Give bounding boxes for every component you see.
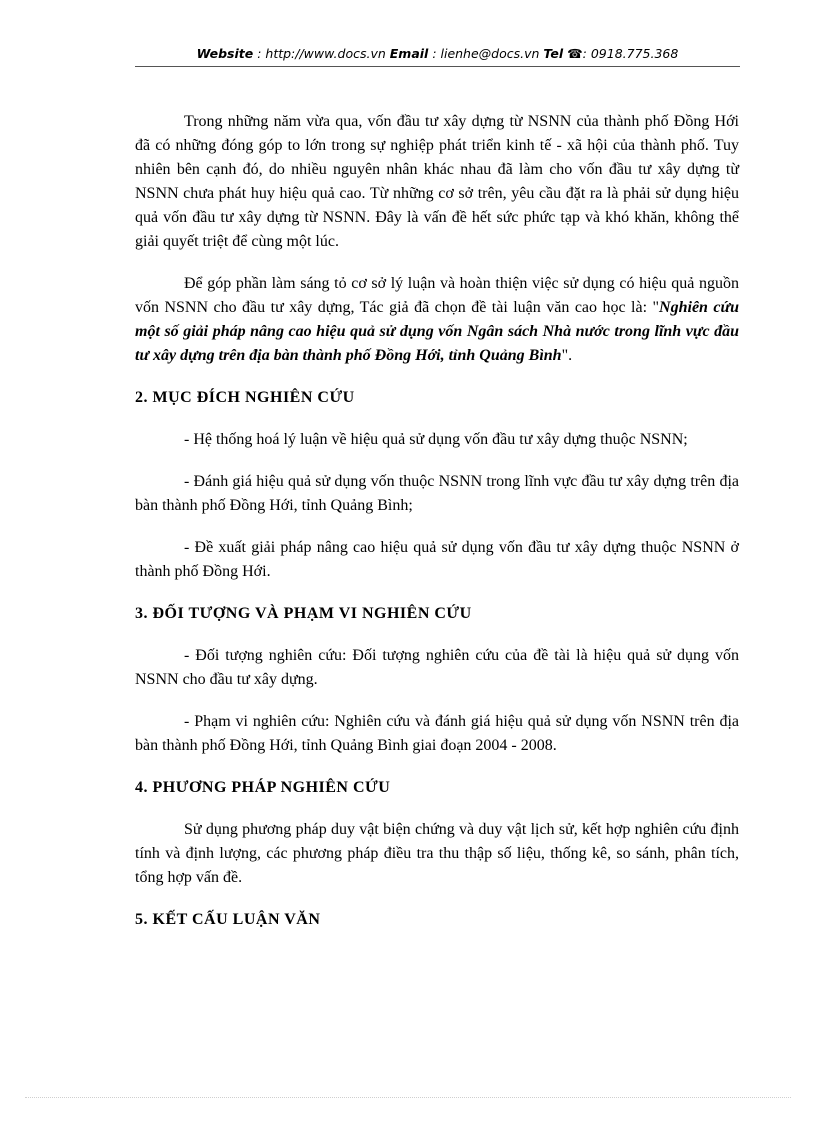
section-4-heading: 4. PHƯƠNG PHÁP NGHIÊN CỨU xyxy=(135,779,391,796)
footer-divider xyxy=(25,1097,791,1098)
document-body xyxy=(135,110,739,932)
header-divider xyxy=(135,66,740,67)
tel-label: Tel xyxy=(543,46,564,61)
section-3-item: - Phạm vi nghiên cứu: Nghiên cứu và đánh giá hiệu quả sử dụng vốn NSNN trên địa bàn thành phố Đồng Hới, tỉnh Quảng Bình giai đoạn 2004 - 2008. xyxy=(135,713,739,754)
section-2-item: - Đề xuất giải pháp nâng cao hiệu quả sử dụng vốn đầu tư xây dựng thuộc NSNN ở thành phố Đồng Hới. xyxy=(135,539,739,580)
phone-icon: ☎ xyxy=(567,46,583,61)
intro-paragraph-2-lead: Để góp phần làm sáng tỏ cơ sở lý luận và hoàn thiện việc sử dụng có hiệu quả nguồn vốn NSNN cho đầu tư xây dựng, Tác giả đã chọn đề tài luận văn cao học là: " xyxy=(135,275,739,316)
intro-paragraph-1: Trong những năm vừa qua, vốn đầu tư xây dựng từ NSNN của thành phố Đồng Hới đã có những đóng góp to lớn trong sự nghiệp phát triển kinh tế - xã hội của thành phố. Tuy nhiên bên cạnh đó, do nhiều nguyên nhân khác nhau đã làm cho vốn đầu tư xây dựng từ NSNN chưa phát huy hiệu quả cao. Từ những cơ sở trên, yêu cầu đặt ra là phải sử dụng hiệu quả vốn đầu tư xây dựng từ NSNN. Đây là vấn đề hết sức phức tạp và khó khăn, không thể giải quyết triệt để cùng một lúc. xyxy=(135,113,739,250)
section-2-item: - Hệ thống hoá lý luận về hiệu quả sử dụng vốn đầu tư xây dựng thuộc NSNN; xyxy=(184,431,688,448)
website-label: Website xyxy=(196,46,254,61)
thesis-title: Nghiên cứu một số giải pháp nâng cao hiệu quả sử dụng vốn Ngân sách Nhà nước trong lĩnh vực đầu tư xây dựng trên địa bàn thành phố Đồng Hới, tỉnh Quảng Bình xyxy=(135,299,739,364)
section-5-heading: 5. KẾT CẤU LUẬN VĂN xyxy=(135,911,321,928)
section-2-item: - Đánh giá hiệu quả sử dụng vốn thuộc NSNN trong lĩnh vực đầu tư xây dựng trên địa bàn thành phố Đồng Hới, tỉnh Quảng Bình; xyxy=(135,473,739,514)
page-header xyxy=(135,46,740,61)
email-address: : lienhe@docs.vn xyxy=(428,46,544,61)
section-3-heading: 3. ĐỐI TƯỢNG VÀ PHẠM VI NGHIÊN CỨU xyxy=(135,605,472,622)
section-4-text: Sử dụng phương pháp duy vật biện chứng và duy vật lịch sử, kết hợp nghiên cứu định tính và định lượng, các phương pháp điều tra thu thập số liệu, thống kê, so sánh, phân tích, tổng hợp vấn đề. xyxy=(135,821,739,886)
intro-paragraph-2-end: ". xyxy=(561,347,573,364)
section-2-heading: 2. MỤC ĐÍCH NGHIÊN CỨU xyxy=(135,389,355,406)
section-3-item: - Đối tượng nghiên cứu: Đối tượng nghiên cứu của đề tài là hiệu quả sử dụng vốn NSNN cho đầu tư xây dựng. xyxy=(135,647,739,688)
website-url: : http://www.docs.vn xyxy=(253,46,390,61)
intro-paragraph-2 xyxy=(135,272,739,368)
phone-number: : 0918.775.368 xyxy=(582,46,679,61)
email-label: Email xyxy=(389,46,429,61)
